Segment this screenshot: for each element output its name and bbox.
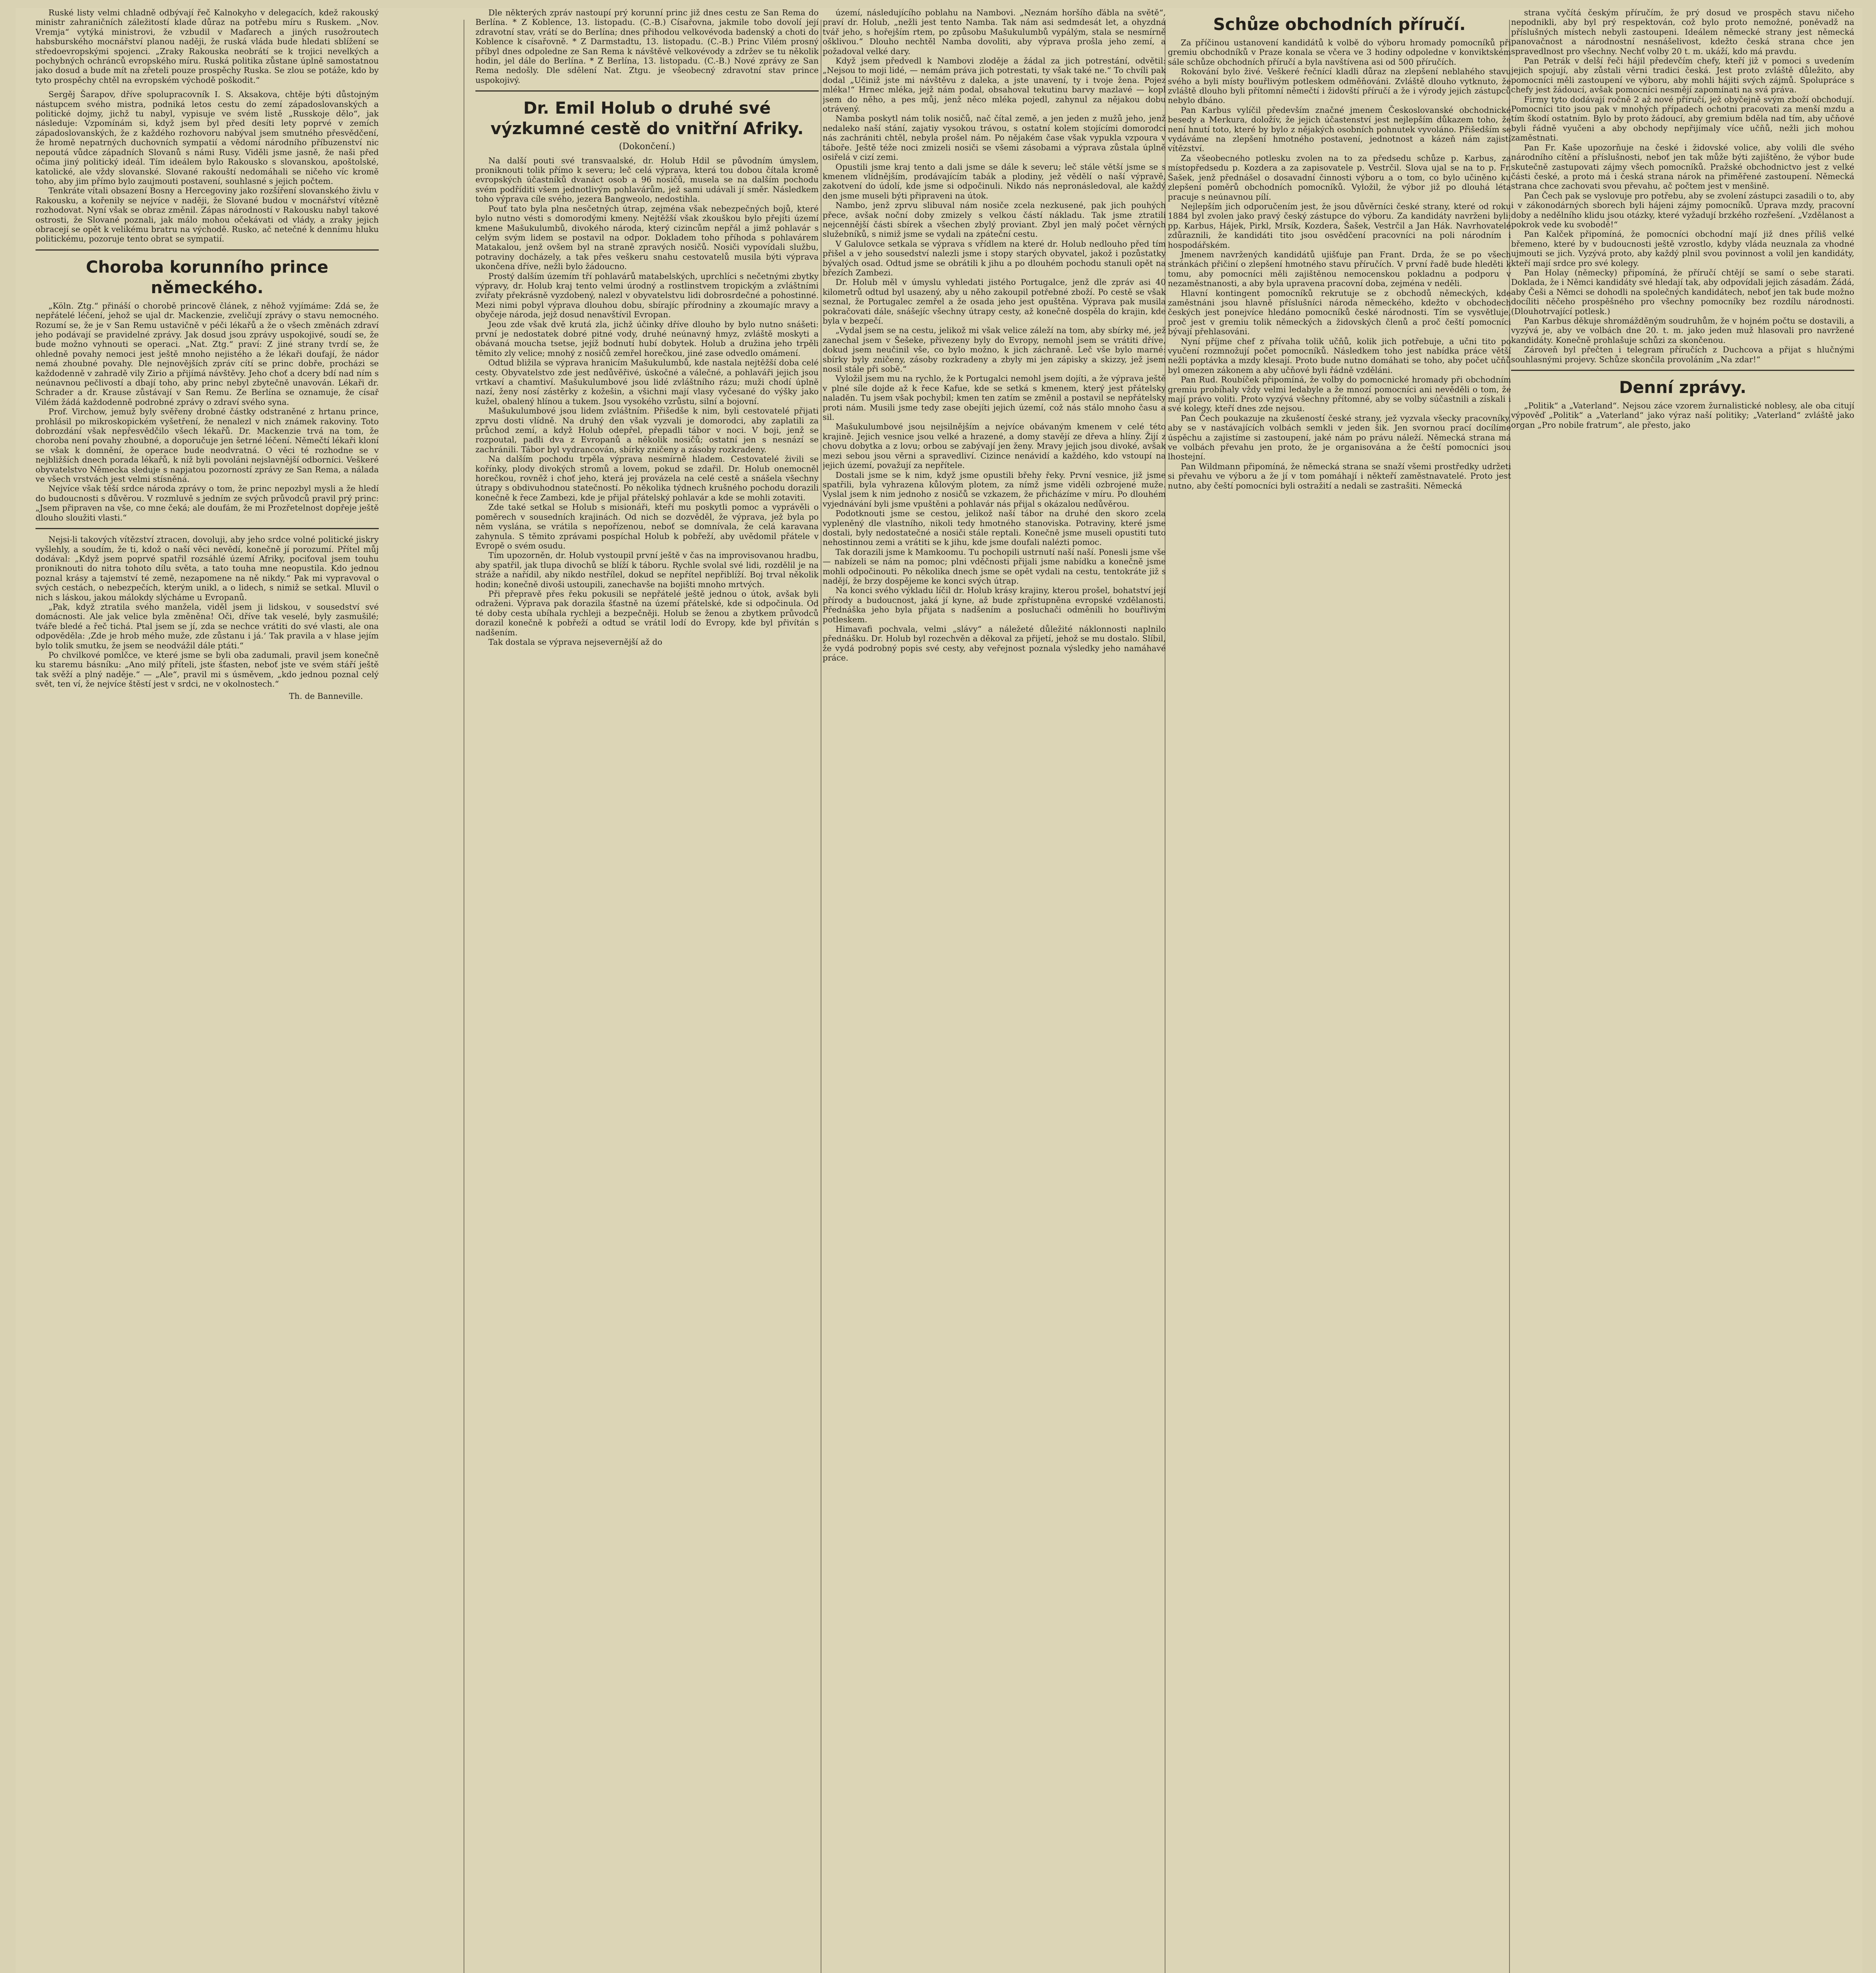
paragraph: Hlavní kontingent pomocníků rekrutuje se z obchodů německých, kde zaměstnáni jsou hlavně příslušníci národa německého, kdežto v obchodech českých jest ponejvíce hledáno pomocníků české národnosti. Tím se vysvětluje, proč jest v gremiu tolik německých a židovských členů a proč čeští pomocníci bývají přehlasováni.: [1168, 288, 1511, 337]
paragraph: území, následujícího poblahu na Nambovi. „Neznám horšího ďábla na světě“, praví dr. Holub, „nežli jest tento Namba. Tak nám asi sedmdesát let, a ohyzdná tvář jeho, s hořejším rtem, po způsobu Mašukulumbů vypálým, stala se nesmírně ošklivou.“ Dlouho nechtěl Namba dovoliti, aby výprava prošla jeho zemí, a požadoval velké dary.: [823, 8, 1166, 56]
paragraph: Na dalším pochodu trpěla výprava nesmírně hladem. Cestovatelé živili se kořínky, plody divokých stromů a lovem, pokud se zdařil. Dr. Holub onemocněl horečkou, rovněž i choť jeho, která jej provázela na celé cestě a snášela všechny útrapy s obdivuhodnou statečností. Po několika týdnech krušného pochodu dorazili konečně k řece Zambezi, kde je přijal přátelský pohlavár a kde se mohli zotaviti.: [475, 454, 819, 502]
paragraph: Pan Karbus vylíčil především značné jmenem Českoslovanské obchodnické besedy a Merkura, doložív, že jejich účastenství jest nejlepším důkazem toho, že není hnutí toto, které by bylo z nějakých osobních pohnutek vyvoláno. Přišedším se vydáváme na zlepšení hmotného postavení, jednotnost a kázeň nám zajistí vítězství.: [1168, 105, 1511, 153]
paragraph: Nejsi-li takových vítězství ztracen, dovoluji, aby jeho srdce volné politické jiskry vyšlehly, a soudím, že ti, kdož o naší věci nevědí, konečně jí porozumí. Přítel můj dodával: „Když jsem poprvé spatřil rozsáhlé území Afriky, pociťoval jsem touhu proniknouti do nitra tohoto dílu světa, a tato touha mne neopustila. Kdo jednou poznal krásy a tajemství té země, nezapomene na ně nikdy.“ Pak mi vypravoval o svých cestách, o nebezpečích, kterým unikl, a o lidech, s nimiž se setkal. Mluvil o nich s láskou, jakou málokdy slýcháme u Evropanů.: [36, 535, 379, 602]
section-divider: [475, 90, 819, 92]
paragraph: Pan Rud. Roubíček připomíná, že volby do pomocnické hromady při obchodním gremiu probíhaly vždy velmi ledabyle a že mnozí pomocníci ani nevěděli o tom, že mají právo voliti. Proto vyzývá všechny přítomné, aby se volby súčastnili a získali i své kolegy, kteří dnes zde nejsou.: [1168, 375, 1511, 414]
paragraph: „Pak, když ztratila svého manžela, viděl jsem ji lidskou, v sousedství své domácnosti. Ale jak velice byla změněna! Oči, dříve tak veselé, byly zasmušilé; tváře bledé a řeč tichá. Ptal jsem se jí, zda se nechce vrátiti do své vlasti, ale ona odpověděla: ‚Zde je hrob mého muže, zde zůstanu i já.‘ Tak pravila a v hlase jejím bylo tolik smutku, že jsem se neodvážil dále ptáti.“: [36, 602, 379, 650]
paragraph: V Galulovce setkala se výprava s vřídlem na které dr. Holub nedlouho před tím přišel a v jeho sousedství nalezli jsme i stopy starých obyvatel, jakož i pozůstatky bývalých osad. Odtud jsme se obrátili k jihu a po dlouhém pochodu stanuli opět na březích Zambezi.: [823, 239, 1166, 277]
paragraph: Nyní příjme chef z přívaha tolik učňů, kolik jich potřebuje, a učni tito po vyučení rozmnožují počet pomocníků. Následkem toho jest nabídka práce větší nežli poptávka a mzdy klesají. Proto bude nutno domáhati se toho, aby počet učňů byl omezen zákonem a aby učňové byli řádně vzděláni.: [1168, 336, 1511, 375]
column-4: [1168, 8, 1511, 1973]
paragraph: Namba poskytl nám tolik nosičů, nač čítal země, a jen jeden z mužů jeho, jenž nedaleko naší stání, zajatiy vysokou trávou, s ostatní kolem stojícími domorodci nás zachrániti chtěl, nebyla prošel nám. Po nějakém čase však vypukla vzpoura v táboře. Ještě téže noci zmizeli nosiči se všemi zásobami a výprava zůstala úplně osiřelá v cizí zemi.: [823, 114, 1166, 162]
paragraph: Jeou zde však dvě krutá zla, jichž účinky dříve dlouho by bylo nutno snášeti: první je nedostatek dobré pitné vody, druhé neúnavný hmyz, zvláště moskyti a obávaná moucha tsetse, jejíž bodnutí hubí dobytek. Holub a družina jeho trpěli těmito zly velice; mnohý z nosičů zemřel horečkou, jiné zase odvedlo omámení.: [475, 319, 819, 358]
paragraph: Tím upozorněn, dr. Holub vystoupil první ještě v čas na improvisovanou hradbu, aby spatřil, jak tlupa divochů se blíží k táboru. Rychle svolal své lidi, rozdělil je na stráže a nařídil, aby nikdo nestřílel, dokud se nepřítel nepřiblíží. Boj trval několik hodin; konečně divoši ustoupili, zanechavše na bojišti mnoho mrtvých.: [475, 550, 819, 589]
column-3: [823, 8, 1166, 1973]
paragraph: Za všeobecného potlesku zvolen na to za předsedu schůze p. Karbus, za místopředsedu p. Kozdera a za zapisovatele p. Vestrčil. Slova ujal se na to p. Fr. Šašek, jenž přednášel o dosavadní činnosti výboru a o tom, co bylo učiněno ku zlepšení poměrů obchodních pomocníků. Vyložil, že výbor již po dlouhá léta pracuje s neúnavnou pílí.: [1168, 153, 1511, 202]
paragraph: Nambo, jenž zprvu slibuval nám nosiče zcela nezkusené, pak jich pouhých přece, avšak noční doby zmizely s velkou částí nákladu. Tak jsme ztratili nejcennější části sbírek a všechen zbylý proviant. Zbyl jen malý počet věrných služebníků, s nimiž jsme se vydali na zpáteční cestu.: [823, 200, 1166, 239]
paragraph: Nejlepším jich odporučením jest, že jsou důvěrníci české strany, které od roku 1884 byl zvolen jako pravý český zástupce do výboru. Za kandidáty navrženi byli: pp. Karbus, Hájek, Pirkl, Mrsík, Kozdera, Šašek, Vestrčil a Jan Hák. Navrhovatelé zdůraznili, že kandidáti tito jsou osvědčení pracovníci na poli národním i hospodářském.: [1168, 201, 1511, 250]
paragraph: Tak dostala se výprava nejsevernější až do: [488, 637, 662, 647]
paragraph: Na konci svého výkladu líčil dr. Holub krásy krajiny, kterou prošel, bohatství její přírody a budoucnost, jaká jí kyne, až bude zpřístupněna evropské vzdělanosti. Přednáška jeho byla přijata s nadšením a posluchači odměnili ho bouřlivým potleskem.: [823, 586, 1166, 624]
paragraph: Himavafi pochvala, velmi „slávy“ a náležeté důležité náklonnosti naplnilo přednášku. Dr. Holub byl rozechvěn a děkoval za přijetí, jehož se mu dostalo. Slíbil, že vydá podrobný popis své cesty, aby veřejnost poznala výsledky jeho namáhavé práce.: [823, 624, 1166, 663]
column-5: [1511, 8, 1854, 1973]
section-divider: [36, 528, 379, 529]
subheadline: (Dokončení.): [619, 142, 675, 152]
paragraph: Pouť tato byla plna nesčetných útrap, zejména však nebezpečných bojů, které bylo nutno vésti s domorodými kmeny. Nejtěžší však zkouškou bylo přejíti území kmene Mašukulumbů, divokého národa, který cizincům nepřál a jimž pohlavár s celým svým lidem se postavil na odpor. Dokladem toho příhoda s pohlavárem Matakalou, jenž ovšem byl na straně zpravých nosičů. Nosiči vypovídali službu, potraviny docházely, a tak přes veškeru snahu cestovatelů musila býti výprava ukončena dříve, nežli bylo žádoucno.: [475, 204, 819, 271]
paragraph: Prof. Virchow, jemuž byly svěřeny drobné částky odstraněné z hrtanu prince, prohlásil po mikroskopickém vyšetření, že nenalezl v nich známek rakoviny. Toto dobrozdání však nepřesvědčilo všech lékařů. Dr. Mackenzie trvá na tom, že choroba není povahy zhoubné, a doporučuje jen šetrné léčení. Němečtí lékaři kloní se však k domnění, že operace bude neodvratná. O věci té rozhodne se v nejbližších dnech porada lékařů, k níž byli povoláni nejslavnější odborníci. Veškeré obyvatelstvo Německa sleduje s napjatou pozorností zprávy ze San Rema, a nálada ve všech vrstvách jest velmi stísněná.: [36, 407, 379, 484]
paragraph: Nejvíce však těší srdce národa zprávy o tom, že princ nepozbyl mysli a že hledí do budoucnosti s důvěrou. V rozmluvě s jedním ze svých průvodců pravil prý princ: „Jsem připraven na vše, co mne čeká; ale doufám, že mi Prozřetelnost dopřeje ještě dlouho sloužiti vlasti.“: [36, 484, 379, 522]
paragraph: Mašukulumbové jsou nejsilnějším a nejvíce obávaným kmenem v celé této krajině. Jejich vesnice jsou velké a hrazené, a domy stavějí ze dřeva a hlíny. Žijí z chovu dobytka a z lovu; orbou se zabývají jen ženy. Mravy jejich jsou divoké, avšak mezi sebou jsou věrni a spravedliví. Cizince nenávidí a každého, kdo vstoupí na jejich území, považují za nepřítele.: [823, 422, 1166, 470]
paragraph: Tak dorazili jsme k Mamkoomu. Tu pochopili ustrnutí naší naší. Ponesli jsme vše — nabízeli se nám na pomoc; plni vděčnosti přijali jsme nabídku a konečně jsme mohli odpočinouti. Po několika dnech jsme se opět vydali na cestu, tentokráte již s nadějí, že brzy dospějeme ke konci svých útrap.: [823, 547, 1166, 586]
paragraph: Podotknouti jsme se cestou, jelikož naší tábor na druhé den skoro zcela vypleněný dle vlastního, nikoli tedy hmotného stanoviska. Potraviny, které jsme dostali, byly nedostatečné a nosiči stále reptali. Konečně jsme museli opustiti tuto nehostinnou zemi a vrátiti se k jihu, kde jsme doufali nalézti pomoc.: [823, 509, 1166, 547]
paragraph: Firmy tyto dodávají ročně 2 až nové příručí, jež obyčejně svým zboží obchodují. Pomocníci tito jsou pak v mnohých případech ochotni pracovati za menší mzdu a tím škodí ostatním. Bylo by proto žádoucí, aby gremium bděla nad tím, aby učňové byli řádně vyučeni a aby obchody nepřijímaly více učňů, nežli jich mohou zaměstnati.: [1511, 94, 1854, 143]
signature: Th. de Banneville.: [289, 691, 363, 701]
paragraph: Zde také setkal se Holub s misionáři, kteří mu poskytli pomoc a vyprávěli o poměrech v sousedních krajinách. Od nich se dozvěděl, že výprava, jež byla po něm vyslána, se vrátila s nepořízenou, neboť se domnívala, že celá karavana zahynula. S těmito zprávami pospíchal Holub k pobřeží, aby uvědomil přátele v Evropě o svém osudu.: [475, 502, 819, 550]
paragraph: Když jsem předvedl k Nambovi zloděje a žádal za jich potrestání, odvětil: „Nejsou to moji lidé, — nemám práva jich potrestati, ty však také ne.“ To chvíli pak dodal „Učiniž jste mi návštěvu z daleka, a jste unavení, ty i tvoje žena. Pojez mléka!“ Hrnec mléka, jejž nám podal, obsahoval tekutinu barvy mazlavé — kopl jsem do něho, a pes můj, jenž něco mléka pojedl, zahynul za nějakou dobu otrávený.: [823, 56, 1166, 114]
paragraph: Pan Karbus děkuje shromážděným soudruhům, že v hojném počtu se dostavili, a vyzývá je, aby ve volbách dne 20. t. m. jako jeden muž hlasovali pro navržené kandidáty. Konečně prohlašuje schůzi za skončenou.: [1511, 316, 1854, 345]
paragraph: Dostali jsme se k nim, když jsme opustili břehy řeky. První vesnice, již jsme spatřili, byla vyhrazena kůlovým plotem, za nímž jsme viděli ozbrojené muže. Vyslal jsem k nim jednoho z nosičů se vzkazem, že přicházíme v míru. Po dlouhém vyjednávání byli jsme vpuštěni a pohlavár nás přijal s okázalou nedůvěrou.: [823, 470, 1166, 509]
headline-holub: Dr. Emil Holub o druhé své výzkumné cestě do vnitřní Afriky.: [490, 98, 804, 139]
headline-daily-news: Denní zprávy.: [1619, 378, 1747, 397]
paragraph: „Köln. Ztg.“ přináší o chorobě princově článek, z něhož vyjímáme: Zdá se, že nepřátelé léčení, jehož se ujal dr. Mackenzie, zveličují zprávy o stavu nemocného. Rozumí se, že je v San Remu ustavičně v péči lékařů a že o všech změnách zdraví jeho podávají se pravidelné zprávy. Jak dosud jsou zprávy uspokojivé, soudí se, že bude možno vyhnouti se operaci. „Nat. Ztg.“ praví: Z jiné strany tvrdí se, že ohledně povahy nemoci jest ještě mnoho nejistého a že lékaři doufají, že nádor nemá zhoubné povahy. Dle nejnovějších zpráv cítí se princ dobře, procházi se každodenně v zahradě vily Zirio a přijímá návštěvy. Jeho choť a dcery bdí nad ním s neúnavnou pečlivostí a dbají toho, aby princ nebyl zbytečně unavován. Lékaři dr. Schrader a dr. Krause zůstávají v San Remu. Ze Berlína se oznamuje, že císař Vilém žádá každodenně podrobné zprávy o zdraví svého syna.: [36, 301, 379, 407]
paragraph: Pan Kalček připomíná, že pomocníci obchodní mají již dnes příliš velké břemeno, které by v budoucnosti ještě vzrostlo, kdyby vláda neuznala za vhodné ujmouti se jich. Vyzývá proto, aby každý plnil svou povinnost a volil jen kandidáty, kteří mají srdce pro své kolegy.: [1511, 229, 1854, 268]
paragraph: „Politik“ a „Vaterland“. Nejsou záce vzorem žurnalistické noblesy, ale oba citují výpověď „Politik“ a „Vaterland“ jako výraz naší politiky; „Vaterland“ zvláště jako organ „Pro nobile fratrum“, ale přesto, jako: [1511, 401, 1854, 430]
newspaper-page: [16, 8, 1862, 1973]
section-divider: [1511, 370, 1854, 371]
paragraph: Rokování bylo živé. Veškeré řečnící kladli důraz na zlepšení neblahého stavu svého a byli místy bouřlivým potleskem odměňováni. Zvláště dlouho vytknuto, že zvláště dlouho byli přítomní němečtí i židovští příručí a že i výrody jejich zástupců nebylo dbáno.: [1168, 67, 1511, 105]
paragraph: Pan Čech poukazuje na zkušeností české strany, jež vyzvala všecky pracovníky, aby se v nastávajících volbách semkli v jeden šik. Jen svornou prací docílíme úspěchu a zajistíme si zastoupení, jaké nám po právu náleží. Německá strana má ve volbách převahu jen proto, že je organisována a že čeští pomocníci jsou lhostejní.: [1168, 413, 1511, 462]
section-divider: [36, 249, 379, 251]
paragraph: Zároveň byl přečten i telegram příručích z Duchcova a přijat s hlučnými souhlasnými projevy. Schůze skončila provoláním „Na zdar!“: [1511, 345, 1854, 364]
headline-clerks-meeting: Schůze obchodních příručí.: [1213, 15, 1466, 34]
paragraph: Pan Holay (německy) připomíná, že příručí chtějí se samí o sebe starati. Doklada, že i Němci kandidáty své hledají tak, aby odpovídali jejich zásadám. Žádá, aby Češi a Němci se dohodli na společných kandidátech, neboť jen tak bude možno docíliti něčeho prospěšného pro všechny pomocníky bez rozdílu národnosti. (Dlouhotrvající potlesk.): [1511, 268, 1854, 316]
paragraph: Tenkráte vítali obsazení Bosny a Hercegoviny jako rozšíření slovanského živlu v Rakousku, a kořenily se nejvíce v naději, že Slované budou v mocnářství vítězně rozhodovat. Nyní však se obraz změnil. Zápas národností v Rakousku nabyl takové ostrosti, že Slované poznali, jak málo mohou očekávati od vlády, a zraky jejich obracejí se opět k velikému bratru na východě. Rusko, ač netečné k dennímu hluku politickému, pozoruje tento obrat se sympatií.: [36, 186, 379, 244]
paragraph: Za příčinou ustanovení kandidátů k volbě do výboru hromady pomocníků při gremiu obchodníků v Praze konala se včera ve 3 hodiny odpoledne v konviktském sále schůze obchodních příručí a byla navštívena asi od 500 příručích.: [1168, 38, 1511, 67]
paragraph: Odtud bližila se výprava hranicím Mašukulumbů, kde nastala nejtěžší doba celé cesty. Obyvatelstvo zde jest nedůvěřivé, úskočné a válečné, a pohlaváři jejich jsou vrtkaví a chamtiví. Mašukulumbové jsou lidé zvláštního rázu; muži chodí úplně nazí, ženy nosí zástěrky z kožešin, a všichni mají vlasy vyčesané do výšky jako kužel, obalený hlínou a tukem. Jsou vysokého vzrůstu, silní a bojovní.: [475, 358, 819, 406]
paragraph: strana vyčítá českým příručím, že prý dosud ve prospěch stavu ničeho nepodnikli, aby byl prý respektován, což bylo proto nemožné, poněvadž na příslušných místech nebyli zastoupeni. Ideálem německé strany jest německá panovačnost a národnostní nesnášelivost, kdežto česká strana chce jen spravedlnost pro všechny. Nechť volby 20 t. m. ukáží, kdo má pravdu.: [1511, 8, 1854, 56]
paragraph: Jmenem navržených kandidátů ujišťuje pan Frant. Drda, že se po všech stránkách přičiní o zlepšení hmotného stavu příručích. V první řadě bude hleděti k tomu, aby pomocníci měli zajištěnou nemocenskou pokladnu a podporu v nezaměstnanosti, a aby byla upravena pracovní doba, zejména v neděli.: [1168, 249, 1511, 288]
headline-crown-prince: Choroba korunního prince německého.: [86, 257, 329, 297]
paragraph: Po chvilkové pomlčce, ve které jsme se byli oba zadumali, pravil jsem konečně ku staremu básníku: „Ano milý příteli, jste šťasten, neboť jste ve svém stáří ještě tak svěží a plný naděje.“ — „Ale“, pravil mi s úsměvem, „kdo jednou poznal celý svět, ten ví, že nejvíce štěstí jest v srdci, ne v okolnostech.“: [36, 650, 379, 689]
paragraph: Pan Petrák v delší řeči hájil předevčím chefy, kteří již v pomoci s uvedením jejich spojují, aby zůstali věrni tradici česká. Jest proto zvláště důležito, aby pomocníci měli zastoupení ve výboru, aby mohli hájiti svých zájmů. Spolupráce s chefy jest žádoucí, avšak pomocníci nesmějí zapomínati na svá práva.: [1511, 56, 1854, 95]
column-1: [36, 8, 379, 1973]
column-2: [475, 8, 819, 1973]
paragraph: Opustili jsme kraj tento a dali jsme se dále k severu; leč stále větší jsme se s kmenem vlídnějším, prodávajícím tabák a plodiny, jež vědělí o naší výpravě, zakotvení do údolí, kde jsme si odpočinuli. Nikdo nás nepronásledoval, ale každý den jsme museli býti připraveni na útok.: [823, 162, 1166, 200]
paragraph: „Vydal jsem se na cestu, jelikož mi však velice záleží na tom, aby sbírky mé, jež zanechal jsem v Šešeke, přivezeny byly do Evropy, nemohl jsem se vrátiti dříve, dokud jsem neučinil vše, co bylo možno, k jich záchraně. Leč vše bylo marné: sbírky byly zničeny, zásoby rozkradeny a zbyly mi jen zápisky a skizzy, jež jsem nosil stále při sobě.“: [823, 326, 1166, 374]
paragraph: Při přepravě přes řeku pokusili se nepřátelé ještě jednou o útok, avšak byli odraženi. Výprava pak dorazila šťastně na území přátelské, kde si odpočinula. Od té doby cesta ubíhala rychleji a bezpečněji. Holub se ženou a zbytkem průvodců dorazil konečně k pobřeží a odtud se vrátil lodí do Evropy, kde byl přivítán s nadšením.: [475, 589, 819, 637]
paragraph: Ruské listy velmi chladně odbývají řeč Kalnokyho v delegacích, kdež rakouský ministr zahraničních záležitostí klade důraz na potřebu míru s Ruskem. „Nov. Vremja“ vytýká ministrovi, že vzbudil v Maďarech a jiných rusožroutech habsburského mocnářství planou naději, že ruská vláda bude hledati sblížení se středoevropskými spojenci. „Zraky Rakouska neobrátí se k trojici nevelkých a pochybných ochránců evropského míru. Ruská politika zůstane úplně samostatnou jako dosud a bude mít na zřeteli pouze prospěchy Ruska. Se zlou se potáže, kdo by tyto prospěchy chtěl na evropském východě poškodit.“: [36, 8, 379, 85]
paragraph: Sergěj Šarapov, dříve spolupracovník I. S. Aksakova, chtěje býti důstojným nástupcem svého mistra, podniká letos cestu do zemí západoslovanských a politické dojmy, jichž tu nabyl, vypisuje ve svém listě „Russkoje dělo“, jak následuje: Vzpomínám si, když jsem byl před desíti lety poprvé v zemích západoslovanských, že z každého rozhovoru nabýval jsem smutného přesvědčení, že hromě nepatrných duchovních sympatií a vědomí národního příbuzenství nic nepoutá vůdce západních Slovanů s námi Rusy. Viděli jsme jasně, že naši před očima jiný politický ideál. Tím ideálem bylo Rakousko s slovanskou, apoštolské, katolické, ale vždy slovanské. Slované rakouští nedomáhali se ničeho víc kromě toho, aby jim přímo bylo zaujmouti postavení, souhlasné s jejich počtem.: [36, 90, 379, 186]
paragraph: Dr. Holub měl v úmyslu vyhledati jistého Portugalce, jenž dle zpráv asi 40 kilometrů odtud byl usazený, aby u něho zakoupil potřebné zboží. Po cestě se však seznal, že Portugalec zemřel a že osada jeho jest opuštěna. Výprava pak musila pokračovati dále, snášejíc všechny útrapy cesty, až konečně dospěla do krajin, kde byla v bezpečí.: [823, 277, 1166, 326]
paragraph: Vyložil jsem mu na rychlo, že k Portugalci nemohl jsem dojíti, a že výprava ještě v plné síle dojde až k řece Kafue, kde se setká s kmenem, který jest přátelsky naladěn. Tu jsem však pochybil; kmen ten zatím se změnil a postavil se nepřátelsky proti nám. Musili jsme tedy zase obejíti jejich území, což nás stálo mnoho času a sil.: [823, 374, 1166, 422]
paragraph: Prostý dalším územím tří pohlavárů matabelských, uprchlíci s nečetnými zbytky výpravy, dr. Holub kraj tento velmi úrodný a rostlinstvem tropickým a zvláštními zvířaty překrásně vyzdobený, nalezl v obyvatelstvu lidi dobrosrdečné a pohostinné. Mezi nimi pobyl výprava dlouhou dobu, sbírajíc přírodniny a zkoumajíc mravy a obyčeje národa, jejž dosud nenavštívil Evropan.: [475, 271, 819, 320]
paragraph: Mašukulumbové jsou lidem zvláštním. Přišedše k nim, byli cestovatelé přijati zprvu dosti vlídně. Na druhý den však vyzvali je domorodci, aby zaplatili za průchod zemí, a když Holub odepřel, přepadli tábor v noci. V boji, jenž se rozpoutal, padli dva z Evropanů a několik nosičů; ostatní jen s nesnází se zachránili. Tábor byl vydrancován, sbírky zničeny a zásoby rozkradeny.: [475, 406, 819, 454]
paragraph: Na další pouti své transvaalské, dr. Holub Hdil se původním úmyslem, proniknouti tolik přímo k severu; leč celá výprava, která tou dobou čítala kromě evropských účastníků dvanáct osob a 96 nosičů, musela se na dalším pochodu svém podříditi všem jednotlivým pohlavárům, jež sami udávali jí směr. Následkem toho výprava cíle svého, jezera Bangweolo, nedostihla.: [475, 155, 819, 204]
paragraph: Dle některých zpráv nastoupí prý korunní princ již dnes cestu ze San Rema do Berlína. * Z Koblence, 13. listopadu. (C.-B.) Císařovna, jakmile tobo dovolí její zdravotní stav, vrátí se do Berlína; dnes přihodou velkovévoda badenský a choti do Koblence k císařovně. * Z Darmstadtu, 13. listopadu. (C.-B.) Princ Vilém prosný příbyl dnes odpoledne ze San Rema k návštěvě velkovévody a zdržev se tu několik hodin, jel dále do Berlína. * Z Berlína, 13. listopadu. (C.-B.) Nové zprávy ze San Rema nedošly. Dle sdělení Nat. Ztgu. je všeobecný zdravotní stav prince uspokojivý.: [475, 8, 819, 85]
paragraph: Pan Čech pak se vyslovuje pro potřebu, aby se zvolení zástupci zasadili o to, aby i v zákonodárných sborech byli hájeni zájmy pomocníků. Úprava mzdy, pracovní doby a nedělního klidu jsou otázky, které vyžadují brzkého rozřešení. „Vzdělanost a pokrok vede ku svobodě!“: [1511, 191, 1854, 229]
paragraph: Pan Wildmann připomíná, že německá strana se snaží všemi prostředky udržeti si převahu ve výboru a že jí v tom pomáhají i někteří zaměstnavatelé. Proto jest nutno, aby čeští pomocníci byli ostražití a nedali se zastrašiti. Německá: [1168, 461, 1511, 490]
paragraph: Pan Fr. Kaše upozorňuje na české i židovské volice, aby volili dle svého národního cítění a příslušnosti, neboť jen tak může býti zajištěno, že výbor bude skutečně zastupovati zájmy všech pomocníků. Pražské obchodnictvo jest z velké části české, a proto má i česká strana nárok na přiměřené zastoupení. Německá strana chce zachovati svou převahu, ač počtem jest v menšině.: [1511, 142, 1854, 191]
